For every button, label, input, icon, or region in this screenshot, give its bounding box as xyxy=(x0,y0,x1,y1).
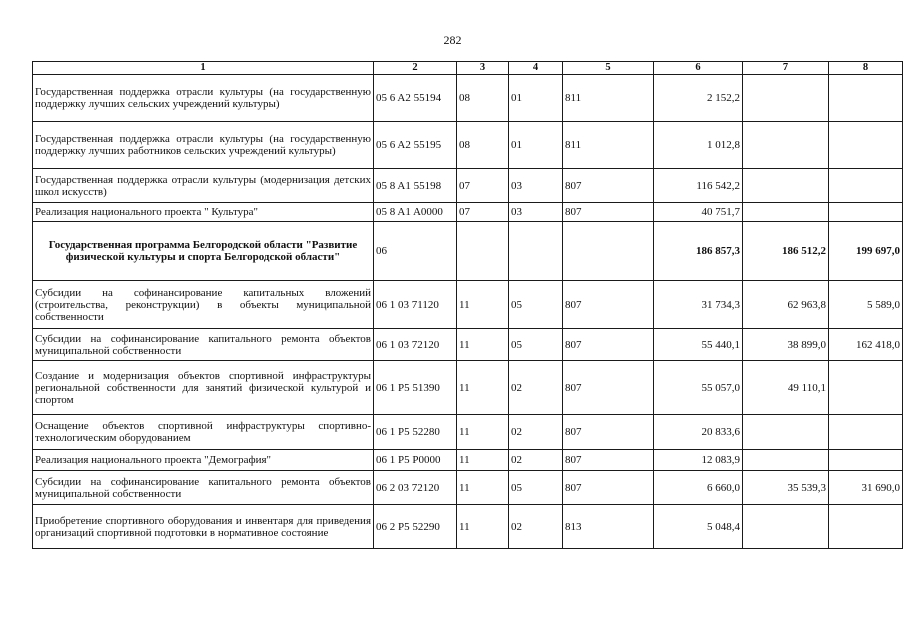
row-section-cell: 11 xyxy=(457,281,509,329)
row-subsection-cell: 03 xyxy=(509,203,563,222)
row-name-cell: Создание и модернизация объектов спортивной инфраструктуры региональной собственности для занятий физической культурой и спортом xyxy=(33,361,374,415)
row-amount-2-cell xyxy=(743,450,829,471)
row-section-cell: 11 xyxy=(457,471,509,505)
table-row xyxy=(33,505,903,549)
row-amount-1-cell: 2 152,2 xyxy=(654,75,743,122)
row-amount-2-cell: 38 899,0 xyxy=(743,329,829,361)
row-expense-type-cell: 807 xyxy=(563,203,654,222)
row-section-cell: 08 xyxy=(457,122,509,169)
table-row xyxy=(33,222,903,281)
header-col-5: 5 xyxy=(563,62,654,75)
row-name-cell: Государственная поддержка отрасли культуры (на государственную поддержку лучших работников сельских учреждений культуры) xyxy=(33,122,374,169)
row-subsection-cell: 03 xyxy=(509,169,563,203)
row-amount-2-cell: 186 512,2 xyxy=(743,222,829,281)
row-amount-2-cell xyxy=(743,203,829,222)
row-amount-1-cell: 5 048,4 xyxy=(654,505,743,549)
table-row xyxy=(33,329,903,361)
row-amount-3-cell xyxy=(829,415,903,450)
row-section-cell: 11 xyxy=(457,361,509,415)
row-expense-type-cell xyxy=(563,222,654,281)
table-row xyxy=(33,122,903,169)
row-amount-2-cell xyxy=(743,122,829,169)
row-name-cell: Субсидии на софинансирование капитальных вложений (строительства, реконструкции) в объекты муниципальной собственности xyxy=(33,281,374,329)
row-section-cell: 11 xyxy=(457,329,509,361)
row-amount-1-cell: 31 734,3 xyxy=(654,281,743,329)
header-col-4: 4 xyxy=(509,62,563,75)
row-section-cell: 11 xyxy=(457,505,509,549)
table-row xyxy=(33,415,903,450)
row-amount-3-cell xyxy=(829,203,903,222)
row-expense-type-cell: 807 xyxy=(563,361,654,415)
row-subsection-cell: 02 xyxy=(509,415,563,450)
row-expense-type-cell: 807 xyxy=(563,329,654,361)
row-subsection-cell: 01 xyxy=(509,75,563,122)
row-expense-type-cell: 807 xyxy=(563,450,654,471)
row-subsection-cell: 01 xyxy=(509,122,563,169)
row-expense-type-cell: 811 xyxy=(563,122,654,169)
row-section-cell: 11 xyxy=(457,450,509,471)
row-code-cell: 06 2 P5 52290 xyxy=(374,505,457,549)
row-amount-3-cell xyxy=(829,75,903,122)
row-amount-3-cell xyxy=(829,450,903,471)
row-expense-type-cell: 807 xyxy=(563,281,654,329)
row-amount-2-cell xyxy=(743,75,829,122)
row-code-cell: 06 1 03 72120 xyxy=(374,329,457,361)
row-name-cell: Реализация национального проекта "Демография" xyxy=(33,450,374,471)
row-amount-3-cell: 5 589,0 xyxy=(829,281,903,329)
row-code-cell: 06 1 P5 52280 xyxy=(374,415,457,450)
header-col-2: 2 xyxy=(374,62,457,75)
row-code-cell: 05 8 A1 55198 xyxy=(374,169,457,203)
row-amount-3-cell: 162 418,0 xyxy=(829,329,903,361)
row-amount-3-cell xyxy=(829,361,903,415)
row-amount-1-cell: 55 440,1 xyxy=(654,329,743,361)
row-amount-3-cell xyxy=(829,122,903,169)
row-amount-2-cell xyxy=(743,169,829,203)
row-code-cell: 06 xyxy=(374,222,457,281)
row-amount-1-cell: 186 857,3 xyxy=(654,222,743,281)
header-col-1: 1 xyxy=(33,62,374,75)
row-subsection-cell xyxy=(509,222,563,281)
row-subsection-cell: 02 xyxy=(509,505,563,549)
row-section-cell: 08 xyxy=(457,75,509,122)
table-body xyxy=(33,75,903,549)
row-section-cell xyxy=(457,222,509,281)
row-amount-1-cell: 20 833,6 xyxy=(654,415,743,450)
row-name-cell: Реализация национального проекта " Культура" xyxy=(33,203,374,222)
row-expense-type-cell: 807 xyxy=(563,471,654,505)
row-code-cell: 06 1 03 71120 xyxy=(374,281,457,329)
row-name-cell: Государственная поддержка отрасли культуры (модернизация детских школ искусств) xyxy=(33,169,374,203)
row-amount-1-cell: 1 012,8 xyxy=(654,122,743,169)
row-name-cell: Субсидии на софинансирование капитального ремонта объектов муниципальной собственности xyxy=(33,471,374,505)
row-amount-2-cell: 49 110,1 xyxy=(743,361,829,415)
row-expense-type-cell: 813 xyxy=(563,505,654,549)
row-name-cell: Приобретение спортивного оборудования и инвентаря для приведения организаций спортивной подготовки в нормативное состояние xyxy=(33,505,374,549)
header-col-8: 8 xyxy=(829,62,903,75)
row-code-cell: 06 1 P5 51390 xyxy=(374,361,457,415)
row-amount-2-cell: 35 539,3 xyxy=(743,471,829,505)
row-amount-2-cell: 62 963,8 xyxy=(743,281,829,329)
table-row xyxy=(33,75,903,122)
row-code-cell: 05 8 A1 A0000 xyxy=(374,203,457,222)
row-section-cell: 07 xyxy=(457,203,509,222)
row-amount-3-cell xyxy=(829,169,903,203)
table-row xyxy=(33,281,903,329)
row-amount-1-cell: 40 751,7 xyxy=(654,203,743,222)
row-name-cell: Государственная программа Белгородской области "Развитие физической культуры и спорта Белгородской области" xyxy=(33,222,374,281)
row-amount-1-cell: 55 057,0 xyxy=(654,361,743,415)
row-expense-type-cell: 811 xyxy=(563,75,654,122)
row-code-cell: 06 2 03 72120 xyxy=(374,471,457,505)
row-section-cell: 07 xyxy=(457,169,509,203)
row-code-cell: 06 1 P5 P0000 xyxy=(374,450,457,471)
row-subsection-cell: 05 xyxy=(509,471,563,505)
header-col-6: 6 xyxy=(654,62,743,75)
header-col-7: 7 xyxy=(743,62,829,75)
row-subsection-cell: 02 xyxy=(509,450,563,471)
row-name-cell: Оснащение объектов спортивной инфраструктуры спортивно-технологическим оборудованием xyxy=(33,415,374,450)
table-row xyxy=(33,203,903,222)
page-number: 282 xyxy=(443,33,462,47)
row-amount-2-cell xyxy=(743,505,829,549)
row-name-cell: Субсидии на софинансирование капитального ремонта объектов муниципальной собственности xyxy=(33,329,374,361)
budget-table xyxy=(32,61,903,549)
row-amount-3-cell xyxy=(829,505,903,549)
row-section-cell: 11 xyxy=(457,415,509,450)
row-subsection-cell: 05 xyxy=(509,281,563,329)
table-row xyxy=(33,361,903,415)
row-code-cell: 05 6 A2 55195 xyxy=(374,122,457,169)
row-amount-3-cell: 199 697,0 xyxy=(829,222,903,281)
table-row xyxy=(33,450,903,471)
header-col-3: 3 xyxy=(457,62,509,75)
row-amount-2-cell xyxy=(743,415,829,450)
row-code-cell: 05 6 A2 55194 xyxy=(374,75,457,122)
row-expense-type-cell: 807 xyxy=(563,415,654,450)
row-name-cell: Государственная поддержка отрасли культуры (на государственную поддержку лучших сельских учреждений культуры) xyxy=(33,75,374,122)
row-amount-1-cell: 116 542,2 xyxy=(654,169,743,203)
row-amount-1-cell: 6 660,0 xyxy=(654,471,743,505)
row-expense-type-cell: 807 xyxy=(563,169,654,203)
table-header-row xyxy=(33,62,903,75)
row-amount-1-cell: 12 083,9 xyxy=(654,450,743,471)
row-amount-3-cell: 31 690,0 xyxy=(829,471,903,505)
row-subsection-cell: 05 xyxy=(509,329,563,361)
table-row xyxy=(33,471,903,505)
table-row xyxy=(33,169,903,203)
row-subsection-cell: 02 xyxy=(509,361,563,415)
